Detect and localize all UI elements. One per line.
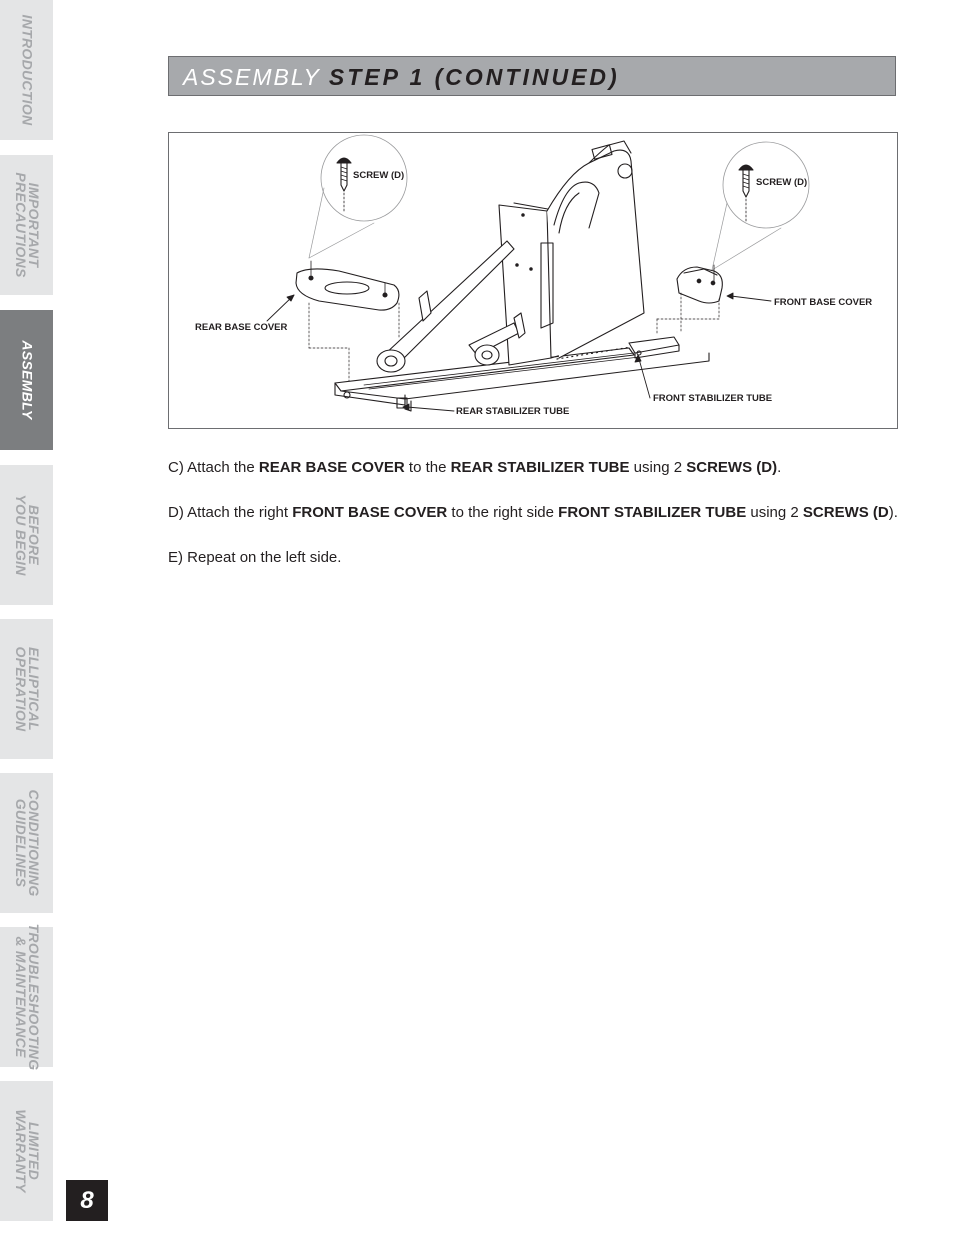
tab-troubleshooting-maintenance-label: TROUBLESHOOTING & MAINTENANCE (12, 923, 42, 1071)
page-title-section: ASSEMBLY (183, 64, 329, 90)
step-c-part-1: REAR BASE COVER (258, 459, 405, 476)
label-front-stabilizer-tube: FRONT STABILIZER TUBE (653, 393, 773, 404)
page-title-step: STEP 1 (CONTINUED) (328, 64, 620, 90)
front-base-cover-shape (657, 265, 722, 333)
step-d (168, 504, 898, 521)
tab-conditioning-guidelines-label: CONDITIONING GUIDELINES (12, 789, 42, 897)
step-d-text-3: using 2 (746, 504, 803, 521)
step-d-text-1: D) Attach the right (168, 504, 293, 521)
page-number: 8 (66, 1180, 108, 1221)
section-header (168, 56, 896, 96)
assembly-diagram (168, 132, 898, 429)
step-c-part-2: REAR STABILIZER TUBE (450, 459, 630, 476)
step-c-text-3: using 2 (629, 459, 687, 476)
tab-troubleshooting-maintenance[interactable] (0, 923, 53, 1071)
tab-before-you-begin-label: BEFORE YOU BEGIN (12, 494, 42, 576)
page-title (183, 64, 620, 91)
tab-introduction-label: INTRODUCTION (19, 14, 35, 126)
tab-assembly[interactable] (0, 310, 53, 450)
tab-limited-warranty-label: LIMITED WARRANTY (12, 1109, 42, 1193)
step-c-text-2: to the (404, 459, 451, 476)
tab-introduction[interactable] (0, 0, 53, 140)
label-rear-base-cover: REAR BASE COVER (195, 322, 288, 333)
label-screw-right: SCREW (D) (756, 177, 808, 188)
step-c (168, 459, 781, 476)
screw-magnifier-left (309, 135, 407, 258)
step-d-part-1: FRONT BASE COVER (292, 504, 448, 521)
step-d-text-2: to the right side (447, 504, 559, 521)
step-e-text-1: E) Repeat on the left side. (168, 549, 342, 566)
step-c-part-3: SCREWS (D) (686, 459, 778, 476)
step-d-text-4: ). (888, 504, 898, 521)
arm-linkage (377, 241, 525, 372)
label-rear-stabilizer-tube: REAR STABILIZER TUBE (456, 406, 570, 417)
tab-conditioning-guidelines[interactable] (0, 773, 53, 913)
tab-important-precautions[interactable] (0, 155, 53, 295)
step-e (168, 549, 341, 566)
step-c-text-4: . (777, 459, 782, 476)
tab-before-you-begin[interactable] (0, 465, 53, 605)
label-front-base-cover: FRONT BASE COVER (774, 297, 873, 308)
tab-limited-warranty[interactable] (0, 1081, 53, 1221)
tab-elliptical-operation-label: ELLIPTICAL OPERATION (12, 646, 42, 732)
step-d-part-3: SCREWS (D (802, 504, 889, 521)
step-c-text-1: C) Attach the (168, 459, 259, 476)
label-screw-left: SCREW (D) (353, 170, 405, 181)
tab-important-precautions-label: IMPORTANT PRECAUTIONS (12, 172, 42, 278)
tab-elliptical-operation[interactable] (0, 619, 53, 759)
screw-magnifier-right (712, 142, 809, 270)
step-d-part-2: FRONT STABILIZER TUBE (558, 504, 747, 521)
tab-assembly-label: ASSEMBLY (19, 340, 35, 420)
